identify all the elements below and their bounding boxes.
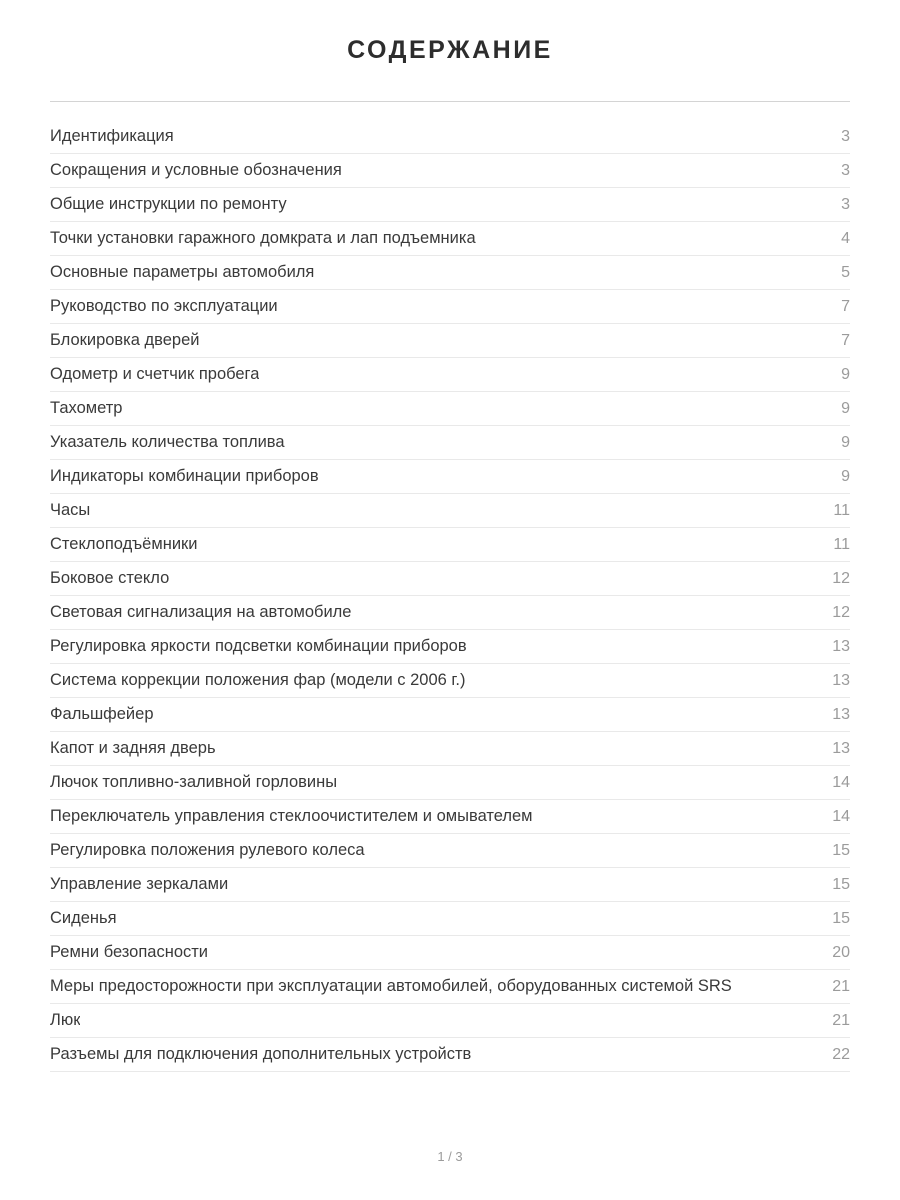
toc-entry-label: Сиденья xyxy=(50,909,117,927)
page-number-indicator: 1 / 3 xyxy=(437,1149,463,1164)
toc-entry-page: 9 xyxy=(841,399,850,417)
toc-entry-page: 3 xyxy=(841,195,850,213)
toc-entry-page: 13 xyxy=(832,637,850,655)
toc-row[interactable] xyxy=(50,188,850,222)
toc-entry-page: 15 xyxy=(832,875,850,893)
toc-entry-label: Меры предосторожности при эксплуатации автомобилей, оборудованных системой SRS xyxy=(50,977,732,995)
toc-entry-label: Часы xyxy=(50,501,91,519)
toc-row[interactable] xyxy=(50,528,850,562)
toc-row[interactable] xyxy=(50,1004,850,1038)
toc-row[interactable] xyxy=(50,596,850,630)
toc-row[interactable] xyxy=(50,256,850,290)
toc-row[interactable] xyxy=(50,936,850,970)
toc-row[interactable] xyxy=(50,664,850,698)
page-title: СОДЕРЖАНИЕ xyxy=(347,36,553,64)
toc-entry-page: 20 xyxy=(832,943,850,961)
toc-entry-page: 12 xyxy=(832,569,850,587)
toc-entry-page: 9 xyxy=(841,467,850,485)
toc-entry-page: 21 xyxy=(832,977,850,995)
toc-entry-label: Регулировка яркости подсветки комбинации приборов xyxy=(50,637,467,655)
toc-entry-label: Разъемы для подключения дополнительных устройств xyxy=(50,1045,472,1063)
toc-entry-label: Стеклоподъёмники xyxy=(50,535,198,553)
toc-entry-label: Ремни безопасности xyxy=(50,943,209,961)
toc-row[interactable] xyxy=(50,324,850,358)
toc-entry-label: Указатель количества топлива xyxy=(50,433,285,451)
toc-entry-label: Точки установки гаражного домкрата и лап подъемника xyxy=(50,229,476,247)
title-divider xyxy=(50,101,850,102)
toc-entry-label: Лючок топливно-заливной горловины xyxy=(50,773,338,791)
toc-entry-page: 13 xyxy=(832,671,850,689)
toc-entry-page: 11 xyxy=(833,501,850,519)
toc-entry-page: 7 xyxy=(841,297,850,315)
toc-entry-page: 7 xyxy=(841,331,850,349)
toc-entry-page: 12 xyxy=(832,603,850,621)
toc-row[interactable] xyxy=(50,698,850,732)
toc-entry-label: Индикаторы комбинации приборов xyxy=(50,467,319,485)
toc-entry-label: Регулировка положения рулевого колеса xyxy=(50,841,365,859)
toc-entry-page: 5 xyxy=(841,263,850,281)
toc-entry-label: Руководство по эксплуатации xyxy=(50,297,278,315)
toc-entry-label: Система коррекции положения фар (модели с 2006 г.) xyxy=(50,671,466,689)
toc-entry-label: Одометр и счетчик пробега xyxy=(50,365,260,383)
toc-row[interactable] xyxy=(50,562,850,596)
toc-row[interactable] xyxy=(50,358,850,392)
toc-row[interactable] xyxy=(50,834,850,868)
toc-entry-label: Сокращения и условные обозначения xyxy=(50,161,342,179)
toc-entry-label: Общие инструкции по ремонту xyxy=(50,195,287,213)
toc-entry-page: 3 xyxy=(841,127,850,145)
toc-row[interactable] xyxy=(50,732,850,766)
toc-entry-page: 14 xyxy=(832,773,850,791)
toc-entry-page: 9 xyxy=(841,365,850,383)
toc-entry-page: 15 xyxy=(832,841,850,859)
toc-entry-label: Основные параметры автомобиля xyxy=(50,263,315,281)
toc-row[interactable] xyxy=(50,290,850,324)
toc-entry-page: 4 xyxy=(841,229,850,247)
toc-row[interactable] xyxy=(50,426,850,460)
toc-entry-label: Боковое стекло xyxy=(50,569,170,587)
toc-entry-page: 9 xyxy=(841,433,850,451)
toc-entry-page: 11 xyxy=(833,535,850,553)
toc-row[interactable] xyxy=(50,460,850,494)
toc-row[interactable] xyxy=(50,154,850,188)
toc-row[interactable] xyxy=(50,902,850,936)
toc-entry-label: Люк xyxy=(50,1011,81,1029)
toc-entry-label: Световая сигнализация на автомобиле xyxy=(50,603,352,621)
toc-row[interactable] xyxy=(50,868,850,902)
toc-entry-page: 13 xyxy=(832,739,850,757)
toc-row[interactable] xyxy=(50,222,850,256)
toc-list xyxy=(50,120,850,1072)
toc-entry-page: 15 xyxy=(832,909,850,927)
toc-row[interactable] xyxy=(50,1038,850,1072)
toc-entry-label: Переключатель управления стеклоочистителем и омывателем xyxy=(50,807,533,825)
toc-row[interactable] xyxy=(50,120,850,154)
toc-row[interactable] xyxy=(50,766,850,800)
toc-entry-page: 14 xyxy=(832,807,850,825)
toc-entry-page: 13 xyxy=(832,705,850,723)
toc-entry-page: 3 xyxy=(841,161,850,179)
toc-row[interactable] xyxy=(50,970,850,1004)
toc-entry-label: Фальшфейер xyxy=(50,705,154,723)
toc-row[interactable] xyxy=(50,494,850,528)
toc-entry-label: Идентификация xyxy=(50,127,174,145)
toc-entry-label: Блокировка дверей xyxy=(50,331,200,349)
toc-entry-page: 21 xyxy=(832,1011,850,1029)
toc-entry-page: 22 xyxy=(832,1045,850,1063)
toc-row[interactable] xyxy=(50,630,850,664)
toc-entry-label: Управление зеркалами xyxy=(50,875,229,893)
toc-row[interactable] xyxy=(50,392,850,426)
toc-entry-label: Тахометр xyxy=(50,399,123,417)
toc-row[interactable] xyxy=(50,800,850,834)
toc-entry-label: Капот и задняя дверь xyxy=(50,739,216,757)
